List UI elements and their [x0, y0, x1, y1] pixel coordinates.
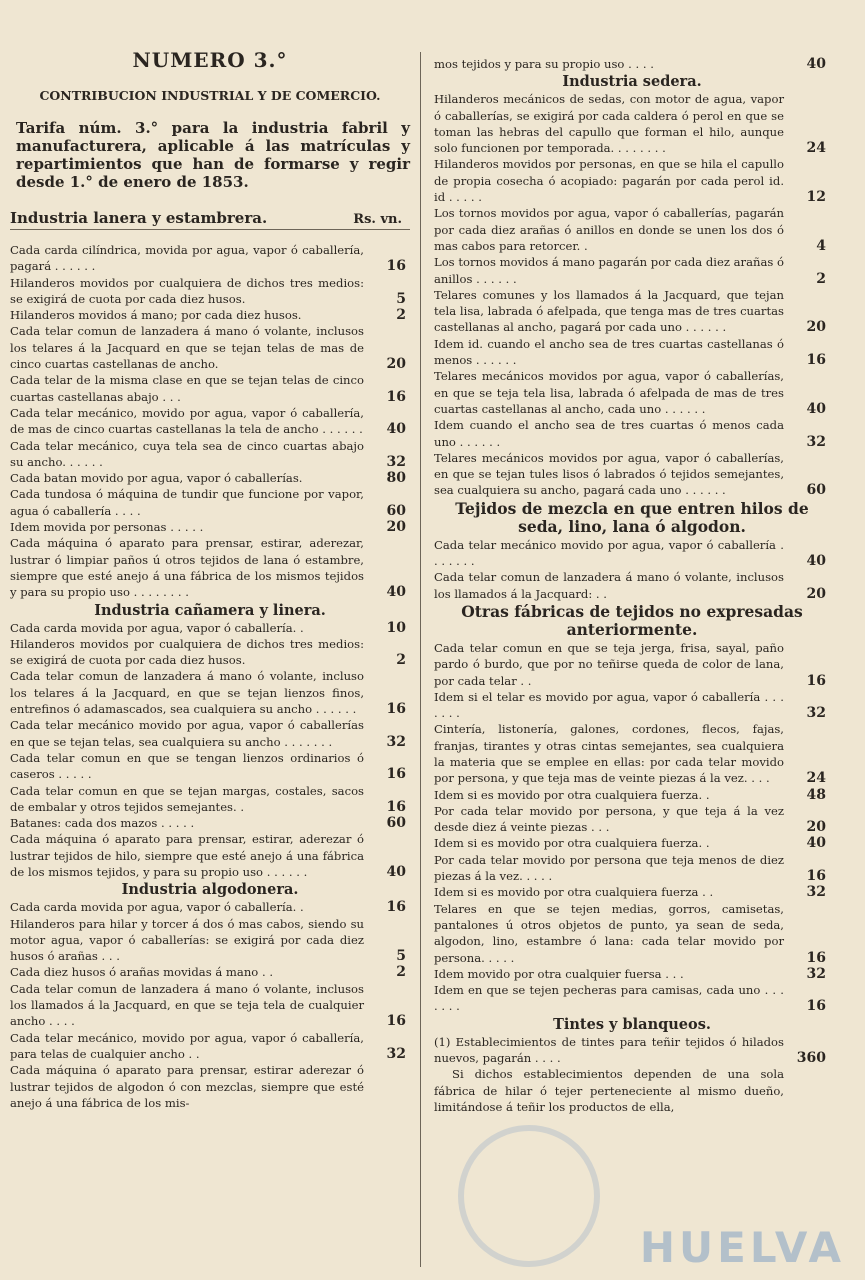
entry-text: Cada telar comun en que se teja jerga, frisa, sayal, paño pardo ó burdo, que por no teñirse queda de color de lana, por cada telar . .: [434, 640, 784, 688]
column-divider: [420, 52, 421, 1267]
entry-amount: 2: [396, 964, 406, 981]
entry-text: Los tornos movidos á mano pagarán por cada diez arañas ó anillos . . . . . .: [434, 255, 784, 286]
entry-amount: 20: [386, 519, 406, 536]
entry-amount: 40: [386, 863, 406, 880]
tariff-entry: [10, 831, 410, 880]
tariff-entry: [10, 275, 410, 308]
entry-text: Cintería, listonería, galones, cordones, flecos, fajas, franjas, tirantes y otras cintas semejantes, sea cualquiera la materia que se emplee en ellas: por cada telar movido por persona, y que teja mas de veinte piezas á la vez. . . .: [434, 722, 784, 786]
entry-amount: 60: [386, 815, 406, 832]
tariff-entry: [434, 803, 830, 836]
tariff-entry: [10, 535, 410, 600]
entry-amount: 32: [806, 965, 826, 982]
tariff-entry: [10, 964, 410, 980]
entry-text: Telares mecánicos movidos por agua, vapor ó caballerías, en que se teja tela lisa, labrada ó afelpada de mas de tres cuartas castellanas al ancho, cada uno . . . . . .: [434, 369, 784, 416]
entry-text: Hilanderos mecánicos de sedas, con motor de agua, vapor ó caballerías, se exigirá por cada caldera ó perol en que se toman las hebras del capullo que forman el hilo, aunque solo funcionen por temporada. . . . . . . .: [434, 92, 784, 156]
entry-amount: 40: [806, 553, 826, 570]
entry-text: Cada telar mecánico, movido por agua, vapor ó caballería, para telas de cualquier ancho . .: [10, 1030, 364, 1061]
entry-amount: 16: [806, 998, 826, 1015]
entry-text: Telares en que se tejen medias, gorros, camisetas, pantalones ú otros objetos de punto, ya sean de seda, algodon, lino, estambre ó lana: cada telar movido por persona. . . . .: [434, 901, 784, 965]
entry-text: Cada máquina ó aparato para prensar, estirar, aderezar, lustrar ó limpiar paños ú otros tejidos de lana ó estambre, siempre que esté anejo á una fábrica de los mismos tejidos y para su propio uso . . . . . . . .: [10, 536, 364, 600]
entry-amount: 16: [386, 388, 406, 405]
entry-amount: 5: [396, 290, 406, 307]
entry-amount: 16: [386, 1013, 406, 1030]
right-column: [434, 56, 830, 1115]
entry-text: Por cada telar movido por persona que teja menos de diez piezas á la vez. . . . .: [434, 852, 784, 884]
entry-text: Cada diez husos ó arañas movidas á mano . .: [10, 965, 274, 980]
tariff-entry: [10, 916, 410, 965]
entry-text: Cada telar mecánico, cuya tela sea de cinco cuartas abajo su ancho. . . . . .: [10, 438, 364, 469]
tariff-entry: [10, 750, 410, 783]
tariff-entry: [10, 1030, 410, 1063]
entry-text: Hilanderos movidos á mano; por cada diez husos.: [10, 308, 302, 323]
tariff-entry: [434, 640, 830, 689]
entry-text: Cada telar comun de lanzadera á mano ó volante, inclusos los llamados á la Jacquard, en que se teja tela de cualquier ancho . . . .: [10, 981, 364, 1029]
tariff-entry: [434, 835, 830, 851]
entry-amount: 32: [386, 733, 406, 750]
entry-amount: 12: [806, 189, 826, 206]
entry-text: Cada carda cilíndrica, movida por agua, vapor ó caballería, pagará . . . . . .: [10, 243, 364, 274]
tariff-entry: [10, 519, 410, 535]
entry-amount: 24: [806, 140, 826, 157]
entry-text: Cada telar mecánico movido por agua, vapor ó caballerías en que se tejan telas, sea cualquiera su ancho . . . . . . .: [10, 718, 364, 749]
tariff-entry: [434, 852, 830, 885]
entry-amount: 16: [806, 949, 826, 966]
entry-amount: 40: [386, 421, 406, 438]
entry-amount: 32: [806, 433, 826, 450]
section-heading: Industria lanera y estambrera.: [10, 209, 268, 227]
entry-amount: 24: [806, 770, 826, 787]
entry-amount: 16: [386, 766, 406, 783]
tariff-entry: [10, 620, 410, 636]
tariff-entry: [10, 323, 410, 372]
units-label: Rs. vn.: [353, 212, 402, 227]
tariff-entry: [10, 636, 410, 669]
tariff-entry: [434, 91, 830, 156]
entry-amount: 32: [386, 453, 406, 470]
entry-amount: 5: [396, 948, 406, 965]
page-subtitle: CONTRIBUCION INDUSTRIAL Y DE COMERCIO.: [39, 88, 381, 103]
entry-text: Idem movida por personas . . . . .: [10, 520, 204, 535]
entry-text: (1) Establecimientos de tintes para teñir tejidos ó hilados nuevos, pagarán . . . .: [434, 1034, 784, 1066]
entry-amount: 80: [386, 470, 406, 487]
entry-amount: 40: [386, 584, 406, 601]
entry-text: Cada tundosa ó máquina de tundir que funcione por vapor, agua ó caballería . . . .: [10, 487, 364, 518]
entry-text: Cada telar comun de lanzadera á mano ó volante, inclusos los llamados á la Jacquard: . .: [434, 570, 784, 601]
entry-amount: 2: [816, 270, 826, 287]
entry-amount: 40: [806, 835, 826, 852]
entry-text: Por cada telar movido por persona, y que teja á la vez desde diez á veinte piezas . . .: [434, 803, 784, 835]
entry-amount: 16: [806, 868, 826, 885]
tariff-entry: [434, 1034, 830, 1067]
entry-amount: 32: [806, 884, 826, 901]
tariff-entry: [10, 1062, 410, 1111]
entry-text: Idem si es movido por otra cualquiera fuerza. .: [434, 836, 710, 851]
entry-amount: 2: [396, 307, 406, 324]
tariff-entry: [10, 717, 410, 750]
tariff-entry: [10, 668, 410, 717]
note-paragraph: Si dichos establecimientos dependen de una sola fábrica de hilar ó tejer perteneciente al mismo dueño, limitándose á teñir los productos de ella,: [434, 1067, 784, 1114]
entry-text: Hilanderos movidos por cualquiera de dichos tres medios: se exigirá de cuota por cada diez husos.: [10, 636, 364, 668]
entry-text: Cada máquina ó aparato para prensar, estirar, aderezar ó lustrar tejidos de hilo, siempre que esté anejo á una fábrica de los mismos tejidos, y para su propio uso . . . . . .: [10, 832, 364, 879]
tariff-entry: [10, 486, 410, 519]
tariff-entry: [10, 899, 410, 915]
tariff-entry: [434, 787, 830, 803]
entry-amount: 48: [806, 786, 826, 803]
entry-text: Los tornos movidos por agua, vapor ó caballerías, pagarán por cada diez arañas ó anillos en donde se unen los dos ó mas cabos para retorcer. .: [434, 206, 784, 253]
tariff-entry: [10, 783, 410, 816]
entry-text: Cada telar mecánico movido por agua, vapor ó caballería . . . . . . .: [434, 537, 784, 569]
entry-amount: 20: [806, 819, 826, 836]
entry-text: Idem en que se tejen pecheras para camisas, cada uno . . . . . . .: [434, 983, 784, 1014]
tariff-entry: [434, 569, 830, 602]
tariff-entry: [434, 368, 830, 417]
entry-text: Cada telar comun de lanzadera á mano ó volante, incluso los telares á la Jacquard, en que se tejan lienzos finos, entrefinos ó adamascados, sea cualquiera su ancho . . . . . .: [10, 669, 364, 717]
entry-amount: 16: [806, 672, 826, 689]
section-heading: Industria cañamera y linera.: [94, 601, 326, 619]
entry-text: Idem si es movido por otra cualquiera fuerza . .: [434, 885, 714, 900]
tarifa-heading: Tarifa núm. 3.° para la industria fabril y manufacturera, aplicable á las matrículas y repartimientos que han de formarse y regir desde 1.° de enero de 1853.: [16, 119, 410, 191]
entry-amount: 40: [806, 400, 826, 417]
entry-text: Cada telar comun de lanzadera á mano ó volante, inclusos los telares á la Jacquard en que se tejan telas de mas de cinco cuartas castellanas de ancho.: [10, 324, 364, 372]
entry-amount: 20: [806, 585, 826, 602]
entry-text: Idem movido por otra cualquier fuersa . . .: [434, 966, 684, 981]
right-entries: [434, 56, 830, 1115]
tariff-entry: [10, 815, 410, 831]
entry-amount: 32: [386, 1045, 406, 1062]
entry-amount: 20: [386, 356, 406, 373]
entry-text: Idem si el telar es movido por agua, vapor ó caballería . . . . . . .: [434, 689, 784, 721]
entry-text: Idem cuando el ancho sea de tres cuartas ó menos cada uno . . . . . .: [434, 418, 784, 449]
tariff-entry: [434, 901, 830, 966]
tariff-entry: [434, 417, 830, 450]
tariff-entry: [434, 537, 830, 570]
entry-text: Cada telar comun en que se tengan lienzos ordinarios ó caseros . . . . .: [10, 750, 364, 782]
entry-text: mos tejidos y para su propio uso . . . .: [434, 57, 654, 71]
tariff-entry: [434, 966, 830, 982]
section-heading: Tejidos de mezcla en que entren hilos de seda, lino, lana ó algodon.: [455, 498, 809, 536]
entry-amount: 20: [806, 319, 826, 336]
section-heading: Industria sedera.: [562, 73, 702, 91]
entry-text: Idem si es movido por otra cualquiera fuerza. .: [434, 787, 710, 802]
tariff-entry: [10, 307, 410, 323]
section-heading: Industria algodonera.: [121, 881, 299, 899]
entry-amount: 16: [806, 352, 826, 369]
left-column: [10, 48, 410, 1111]
entry-text: Cada batan movido por agua, vapor ó caballerías.: [10, 471, 303, 486]
tariff-entry: [434, 254, 830, 287]
entry-amount: 16: [386, 701, 406, 718]
entry-amount: 40: [806, 56, 826, 72]
entry-amount: 16: [386, 899, 406, 916]
entry-text: Batanes: cada dos mazos . . . . .: [10, 816, 195, 831]
tariff-entry: [434, 336, 830, 369]
entry-amount: 60: [806, 482, 826, 499]
tariff-entry: [434, 689, 830, 722]
tariff-entry: [434, 450, 830, 499]
watermark-text: HUELVA: [639, 1223, 845, 1272]
entry-text: Telares comunes y los llamados á la Jacquard, que tejan tela lisa, labrada ó afelpada, que tenga mas de tres cuartas castellanas al ancho, pagará por cada uno . . . . . .: [434, 287, 784, 335]
tariff-entry: [10, 470, 410, 486]
entry-text: Cada telar comun en que se tejan margas, costales, sacos de embalar y otros tejidos semejantes. .: [10, 783, 364, 814]
entry-amount: 16: [386, 258, 406, 275]
tariff-entry: [434, 721, 830, 786]
tariff-entry: [434, 205, 830, 254]
tariff-entry: [10, 981, 410, 1030]
entry-text: Cada máquina ó aparato para prensar, estirar aderezar ó lustrar tejidos de algodon ó con mezclas, siempre que esté anejo á una fábrica de los mis-: [10, 1063, 364, 1110]
section-heading: Otras fábricas de tejidos no expresadas anteriormente.: [461, 601, 803, 639]
tariff-entry: [10, 372, 410, 405]
entry-text: Cada telar mecánico, movido por agua, vapor ó caballería, de mas de cinco cuartas castellanas la tela de ancho . . . . . .: [10, 405, 364, 437]
tariff-entry: [434, 156, 830, 205]
tariff-entry: [434, 982, 830, 1015]
entry-text: Idem id. cuando el ancho sea de tres cuartas castellanas ó menos . . . . . .: [434, 336, 784, 368]
tariff-entry: [10, 438, 410, 471]
entry-text: Hilanderos para hilar y torcer á dos ó mas cabos, siendo su motor agua, vapor ó caballerías: se exigirá por cada diez husos ó arañas . . .: [10, 916, 364, 964]
watermark-seal: [458, 1125, 600, 1267]
entry-amount: 360: [796, 1050, 826, 1067]
tariff-entry: [10, 242, 410, 275]
tariff-entry: [434, 287, 830, 336]
entry-amount: 4: [816, 237, 826, 254]
page-title: NUMERO 3.°: [132, 48, 288, 72]
entry-text: Hilanderos movidos por personas, en que se hila el capullo de propia cosecha ó acopiado: pagarán por cada perol id. id . . . . .: [434, 157, 784, 205]
entry-amount: 16: [386, 798, 406, 815]
tariff-entry: [434, 884, 830, 900]
entry-text: Cada carda movida por agua, vapor ó caballería. .: [10, 900, 304, 915]
entry-text: Cada carda movida por agua, vapor ó caballería. .: [10, 620, 304, 635]
entry-amount: 60: [386, 502, 406, 519]
tariff-entry: [10, 405, 410, 438]
entry-text: Cada telar de la misma clase en que se tejan telas de cinco cuartas castellanas abajo . . .: [10, 373, 364, 404]
entry-text: Hilanderos movidos por cualquiera de dichos tres medios: se exigirá de cuota por cada diez husos.: [10, 275, 364, 306]
section-heading: Tintes y blanqueos.: [553, 1015, 711, 1033]
entry-amount: 32: [806, 705, 826, 722]
entry-text: Telares mecánicos movidos por agua, vapor ó caballerías, en que se tejan tules lisos ó labrados ó tejidos semejantes, sea cualquiera su ancho, pagará cada uno . . . . . .: [434, 450, 784, 498]
tariff-entry: [434, 56, 830, 72]
left-entries: [10, 242, 410, 1111]
column-header: [10, 209, 410, 230]
entry-amount: 10: [386, 619, 406, 636]
entry-amount: 2: [396, 652, 406, 669]
